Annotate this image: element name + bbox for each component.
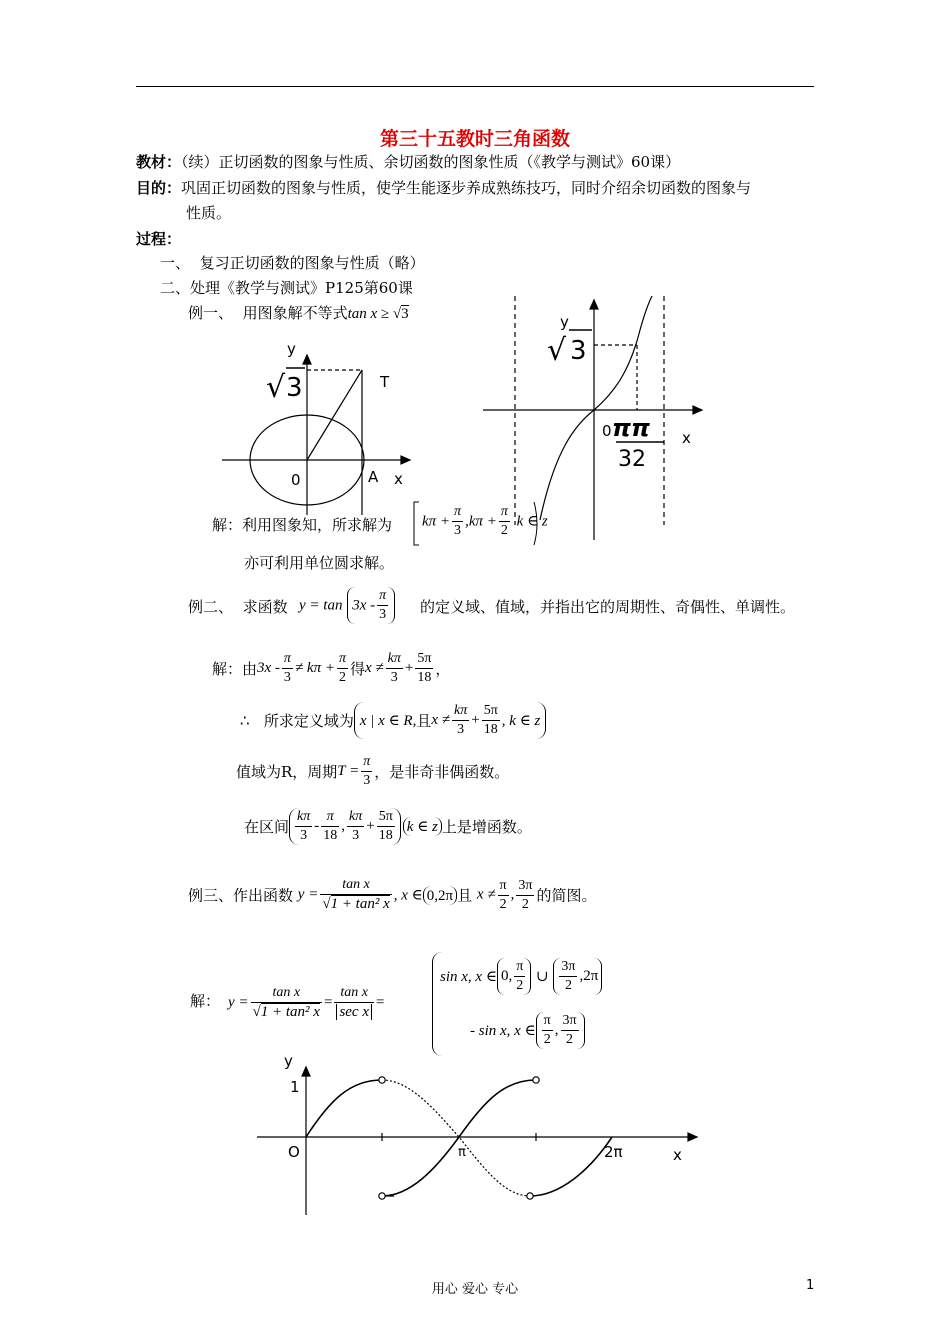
- den: 2: [543, 1032, 551, 1047]
- g3-x-label: x: [673, 1146, 682, 1164]
- g3-open-point-4: [527, 1193, 533, 1199]
- num: tan x: [320, 876, 391, 895]
- sqrt: √: [322, 896, 331, 912]
- g2-zero: 0: [602, 422, 612, 440]
- den: 2: [499, 896, 507, 912]
- ex3-sol-math: [228, 984, 384, 1022]
- eq: =: [323, 994, 333, 1011]
- ex1-frac-pi3: [452, 503, 463, 540]
- case1-text: sin x, x ∈: [440, 969, 497, 985]
- ex2-heading: [188, 596, 288, 617]
- g1-A-label: A: [368, 468, 379, 486]
- cup: ∪: [536, 969, 549, 985]
- frac-5pi18: [482, 702, 500, 739]
- frac-pi3: [282, 650, 293, 687]
- prefix: 解：由: [212, 660, 258, 678]
- den-inner: 1 + tan² x: [330, 896, 390, 912]
- g3-x-arrow: [688, 1133, 697, 1141]
- x: x ≠: [365, 660, 384, 676]
- frac-main: [320, 876, 391, 914]
- purpose-label: 目的：: [136, 179, 182, 197]
- ex1-sol-k: k ∈ z: [516, 513, 548, 530]
- sqrt-sign: √: [392, 306, 402, 322]
- num: π: [337, 650, 348, 669]
- b: ,2π: [579, 968, 599, 984]
- case-2: [470, 1012, 585, 1049]
- and: 且: [416, 712, 432, 730]
- ex1-sol-kpi: kπ +: [422, 513, 451, 530]
- frac-pi3: [361, 753, 372, 790]
- den: 3: [457, 722, 465, 737]
- den: [251, 1003, 322, 1022]
- domain-set-braces: [354, 702, 547, 739]
- ex1-label: 例一、: [188, 304, 234, 322]
- sqrt: √: [252, 1004, 261, 1020]
- ex2-domain-line: [240, 702, 546, 739]
- x-neq: x ≠: [476, 886, 496, 903]
- g3-open-point-2: [533, 1077, 539, 1083]
- step-1-text: 复习正切函数的图象与性质（略）: [199, 254, 425, 272]
- therefore: ∴: [240, 711, 250, 730]
- interval-k-paren: [403, 817, 442, 836]
- purpose-text-1: 巩固正切函数的图象与性质，使学生能逐步养成熟练技巧，同时介绍余切函数的图象与: [181, 179, 752, 197]
- frac: [377, 587, 388, 624]
- ex2-range-line: [236, 753, 509, 790]
- ex1-root: 3: [401, 306, 409, 322]
- dom: , x ∈: [393, 887, 423, 904]
- g3-origin-label: O: [288, 1143, 300, 1161]
- frac-5pi18: [415, 650, 433, 687]
- frac-pi2: [542, 1012, 553, 1049]
- num: 5π: [377, 808, 395, 827]
- den: 2: [521, 896, 529, 912]
- plus: +: [471, 712, 480, 728]
- ex3-sol-label: 解：: [190, 992, 221, 1010]
- frac-3pi2: [516, 877, 534, 914]
- g2-y-label: y: [560, 313, 569, 331]
- g1-root: 3: [286, 373, 303, 403]
- page-number: 1: [806, 1278, 815, 1293]
- g1-sqrt-sign: √: [266, 370, 286, 405]
- g3-y-arrow: [302, 1067, 310, 1076]
- graph3-axes: [257, 1067, 697, 1215]
- x: x ≠: [431, 712, 450, 728]
- den: 2: [500, 523, 508, 538]
- frac-1: [251, 984, 322, 1022]
- g3-dotted-sin: [382, 1080, 530, 1196]
- frac-3pi2: [561, 1012, 579, 1049]
- domain-text: 所求定义域为: [263, 712, 354, 730]
- a: 0,: [500, 968, 513, 984]
- interval-text: 在区间: [244, 818, 290, 836]
- num: kπ: [347, 808, 364, 827]
- y-eq: y =: [228, 994, 249, 1011]
- step-2-text: 处理《教学与测试》P125第60课: [190, 279, 413, 297]
- ex1-solution: [212, 514, 392, 535]
- num: π: [282, 650, 293, 669]
- frac-kpi3: [386, 650, 403, 687]
- period: T =: [337, 763, 360, 779]
- case-1: [440, 958, 602, 995]
- interval: 0,2π: [426, 887, 454, 904]
- case1-int-b: [553, 958, 602, 995]
- step-2-num: 二、: [160, 279, 191, 297]
- g1-y-arrow: [303, 355, 311, 364]
- ex1-sol-mid: ,kπ +: [465, 513, 497, 530]
- g3-open-point-3: [379, 1193, 385, 1199]
- num: π: [542, 1012, 553, 1031]
- after: 的简图。: [536, 886, 597, 905]
- num: π: [377, 587, 388, 606]
- step-1-num: 一、: [160, 254, 191, 272]
- den: 3: [390, 670, 398, 685]
- den: [320, 895, 391, 914]
- den: 18: [417, 670, 432, 685]
- g2-sqrt-sign: √: [547, 333, 567, 368]
- den: 18: [378, 828, 393, 843]
- num: π: [514, 958, 525, 977]
- case2-int: [536, 1012, 585, 1049]
- den-inner: 1 + tan² x: [260, 1004, 320, 1020]
- g2-pi-pair: ππ: [612, 414, 650, 442]
- den: 3: [363, 773, 371, 788]
- ex1-inequality: tan x ≥: [347, 306, 393, 322]
- purpose-text-2: 性质。: [186, 204, 232, 222]
- den: 18: [483, 722, 498, 737]
- den: [334, 1003, 374, 1022]
- and: 且: [457, 886, 473, 905]
- ex1-note: 亦可利用单位圆求解。: [244, 554, 395, 572]
- num: 3π: [516, 877, 534, 896]
- g3-pi-label: π: [458, 1145, 466, 1160]
- den: 2: [566, 1032, 574, 1047]
- g1-x-label: x: [394, 470, 403, 488]
- den: 2: [338, 670, 346, 685]
- g3-2pi-label: 2π: [604, 1143, 623, 1161]
- g1-y-label: y: [287, 340, 296, 358]
- den: 2: [564, 978, 572, 993]
- a: 3x -: [257, 660, 280, 676]
- comma: ,: [510, 886, 515, 903]
- num: tan x: [334, 984, 374, 1003]
- g2-x-label: x: [682, 429, 691, 447]
- comma: ，: [435, 660, 451, 678]
- case2-text: - sin x, x ∈: [470, 1023, 536, 1039]
- g2-x-arrow: [693, 406, 702, 414]
- g3-open-point-1: [379, 1077, 385, 1083]
- frac-pi18: [321, 808, 339, 845]
- comma: ,: [554, 1022, 559, 1038]
- range-after: ，是非奇非偶函数。: [374, 763, 510, 781]
- ex2-func-y: y = tan: [299, 597, 343, 614]
- frac-2: [334, 984, 374, 1022]
- num: kπ: [386, 650, 403, 669]
- g3-y-label: y: [284, 1052, 293, 1070]
- case1-int-a: [497, 958, 531, 995]
- g1-zero: 0: [291, 471, 301, 489]
- frac-pi2: [498, 877, 509, 914]
- num: kπ: [295, 808, 312, 827]
- num: π: [361, 753, 372, 772]
- page-footer: 用心 爱心 专心: [431, 1282, 519, 1297]
- range-text: 值域为R，周期: [236, 763, 338, 781]
- g2-den-pair: 32: [618, 447, 646, 472]
- ex1-text: 用图象解不等式: [242, 304, 348, 322]
- ex2-label: 例二、: [188, 598, 234, 616]
- frac-kpi3: [452, 702, 469, 739]
- k: , k ∈ z: [501, 713, 541, 729]
- process-label: 过程：: [136, 230, 182, 248]
- neq: ≠ kπ +: [294, 660, 335, 676]
- den: 18: [323, 828, 338, 843]
- set: x | x ∈ R,: [359, 713, 417, 729]
- num: π: [498, 877, 509, 896]
- g2-y-arrow: [590, 300, 598, 309]
- ex3-label: 例三、作出函数: [188, 886, 294, 905]
- num: π: [321, 808, 339, 827]
- g1-T-label: T: [380, 373, 390, 391]
- inner: 3x -: [352, 597, 376, 614]
- material-text: （续）正切函数的图象与性质、余切函数的图象性质（《教学与测试》60课）: [181, 153, 681, 171]
- num: tan x: [251, 984, 322, 1003]
- interval-after: 上是增函数。: [441, 818, 532, 836]
- y-eq: y =: [297, 886, 319, 903]
- frac-pi2: [514, 958, 525, 995]
- comma: ,: [341, 818, 345, 834]
- num: π: [452, 503, 463, 522]
- plus: +: [404, 660, 414, 676]
- num: 5π: [482, 702, 500, 721]
- ex2-after: 的定义域、值域，并指出它的周期性、奇偶性、单调性。: [420, 598, 796, 616]
- ex2-text: 求函数: [242, 598, 288, 616]
- g1-x-arrow: [401, 456, 410, 464]
- abs-sec: sec x: [336, 1004, 372, 1020]
- g3-neg-sin-seg: [382, 1080, 536, 1196]
- ex3-line: [188, 876, 596, 914]
- frac-kpi3: [295, 808, 312, 845]
- plus: +: [366, 818, 375, 834]
- num: 3π: [559, 958, 577, 977]
- ex2-func-paren: [347, 587, 395, 624]
- num: 5π: [415, 650, 433, 669]
- page-title: 第三十五教时三角函数: [379, 128, 570, 150]
- minus: -: [314, 818, 320, 834]
- get: 得: [349, 660, 365, 678]
- num: kπ: [452, 702, 469, 721]
- ex1-solution-math: [422, 503, 548, 540]
- frac-3pi2: [559, 958, 577, 995]
- ex1-left-bracket: [414, 502, 419, 545]
- k: k ∈ z: [406, 819, 438, 835]
- ex1-frac-pi2: [499, 503, 510, 540]
- g2-tan-curve: [540, 296, 652, 520]
- frac-pi2: [337, 650, 348, 687]
- num: 3π: [561, 1012, 579, 1031]
- interval-paren: [289, 808, 401, 845]
- den: 3: [379, 607, 387, 622]
- den: 3: [283, 670, 291, 685]
- ex2-sol-line1: [212, 650, 450, 687]
- den: 3: [352, 828, 360, 843]
- dom-paren: [423, 886, 457, 905]
- g2-root: 3: [570, 336, 587, 366]
- den: 2: [516, 978, 524, 993]
- num: π: [499, 503, 510, 522]
- frac-5pi18: [377, 808, 395, 845]
- den: 3: [454, 523, 462, 538]
- g3-sin-seg3: [530, 1137, 612, 1196]
- ex2-function: [299, 587, 395, 624]
- ex2-interval-line: [244, 808, 532, 845]
- frac-kpi3b: [347, 808, 364, 845]
- g3-one-label: 1: [290, 1078, 300, 1096]
- material-label: 教材：: [136, 153, 182, 171]
- ex1-sol-prefix: 解：利用图象知，所求解为: [212, 516, 393, 534]
- g3-sin-seg1: [306, 1080, 382, 1137]
- den: 3: [300, 828, 308, 843]
- eq2: =: [376, 994, 385, 1011]
